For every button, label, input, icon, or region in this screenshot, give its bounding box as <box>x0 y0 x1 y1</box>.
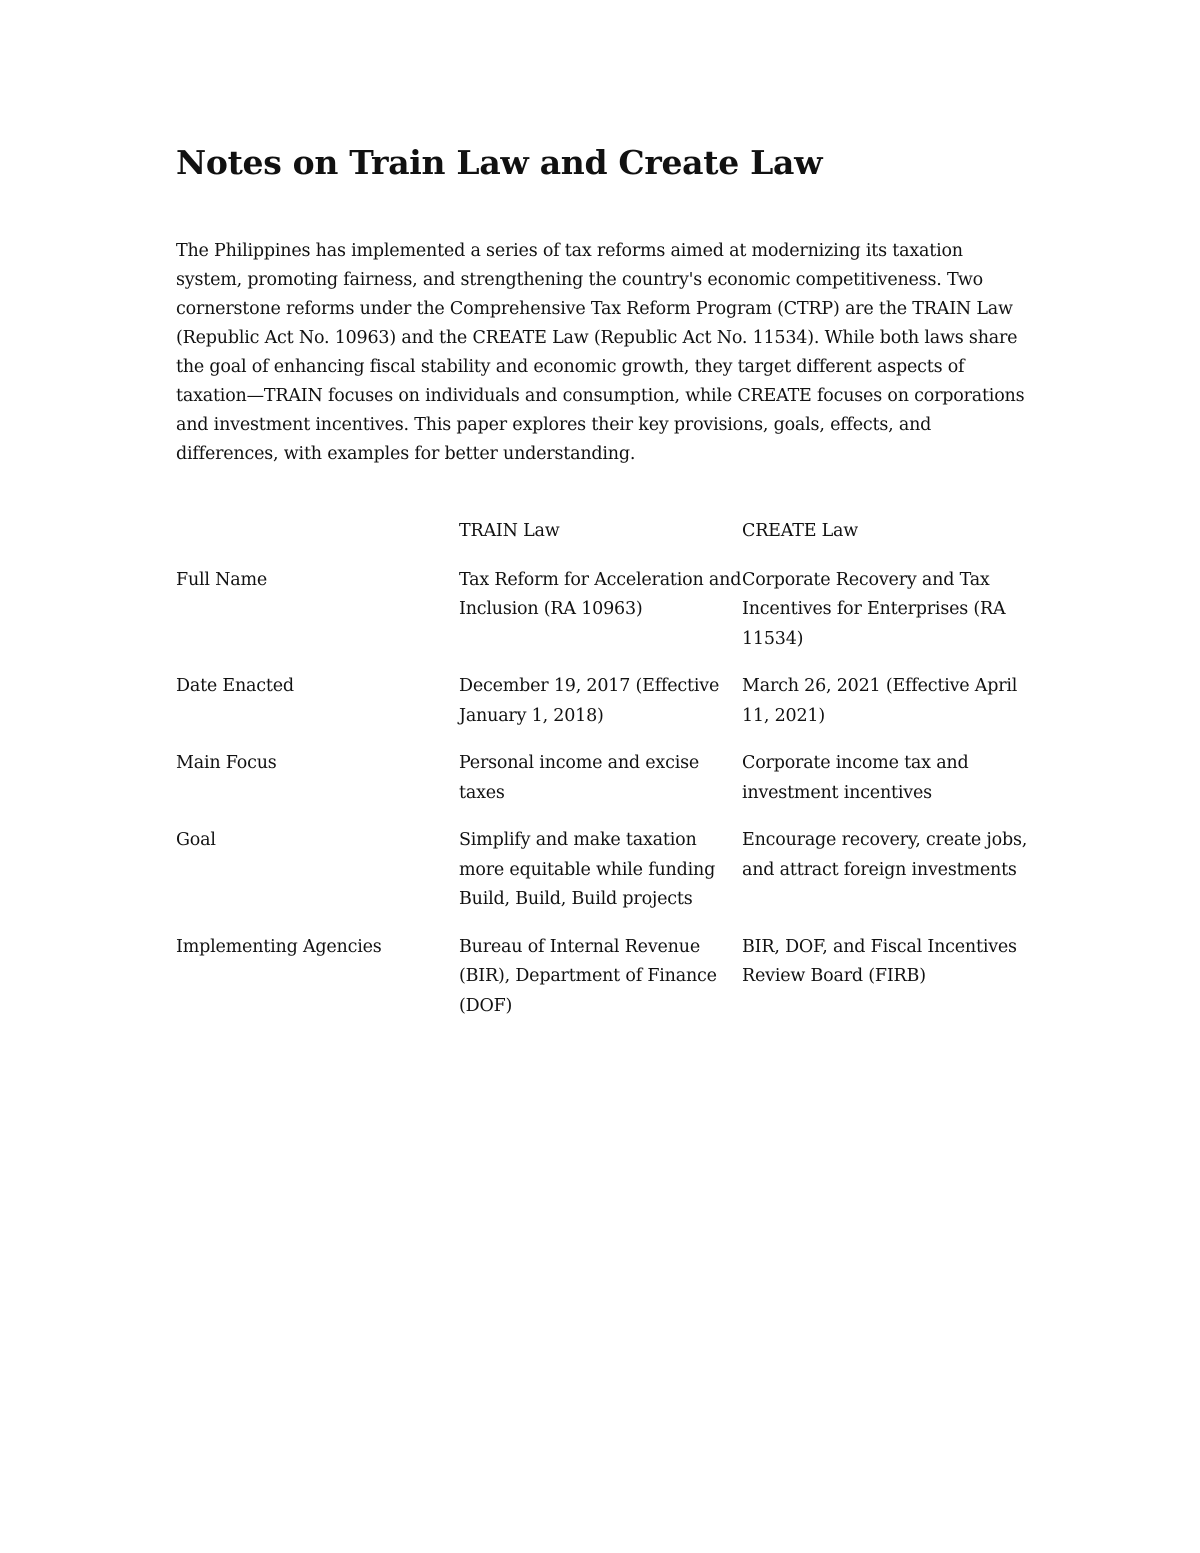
create-cell: March 26, 2021 (Effective April 11, 2021) <box>742 676 1018 726</box>
create-cell: Corporate Recovery and Tax Incentives for Enterprises (RA 11534) <box>742 569 1006 649</box>
table-header-row <box>176 517 1032 566</box>
row-label: Main Focus <box>176 753 277 773</box>
train-cell: December 19, 2017 (Effective January 1, 2018) <box>459 676 720 726</box>
row-label: Goal <box>176 830 216 850</box>
create-cell: Encourage recovery, create jobs, and attract foreign investments <box>742 830 1028 880</box>
row-label: Date Enacted <box>176 676 294 696</box>
table-row <box>176 749 1032 826</box>
intro-paragraph: The Philippines has implemented a series of tax reforms aimed at modernizing its taxation system, promoting fairness, and strengthening the country's economic competitiveness. Two cornerstone reforms under the Comprehensive Tax Reform Program (CTRP) are the TRAIN Law (Republic Act No. 10963) and the CREATE Law (Republic Act No. 11534). While both laws share the goal of enhancing fiscal stability and economic growth, they target different aspects of taxation—TRAIN focuses on individuals and consumption, while CREATE focuses on corporations and investment incentives. This paper explores their key provisions, goals, effects, and differences, with examples for better understanding. <box>176 241 1025 464</box>
header-cell-train: TRAIN Law <box>459 521 560 541</box>
page-title: Notes on Train Law and Create Law <box>176 143 823 182</box>
table-row <box>176 933 1032 1040</box>
row-label: Implementing Agencies <box>176 936 382 957</box>
train-cell: Bureau of Internal Revenue (BIR), Department of Finance (DOF) <box>459 936 717 1016</box>
header-cell-blank <box>176 517 459 566</box>
train-cell: Simplify and make taxation more equitable while funding Build, Build, Build projects <box>459 830 716 909</box>
train-cell: Personal income and excise taxes <box>459 753 700 803</box>
table-row <box>176 672 1032 749</box>
create-cell: BIR, DOF, and Fiscal Incentives Review Board (FIRB) <box>742 936 1017 986</box>
comparison-table <box>176 517 1032 1039</box>
table-row <box>176 566 1032 673</box>
create-cell: Corporate income tax and investment incentives <box>742 753 969 803</box>
row-label: Full Name <box>176 569 268 590</box>
header-cell-create: CREATE Law <box>742 521 859 541</box>
table-row <box>176 826 1032 933</box>
train-cell: Tax Reform for Acceleration and Inclusion (RA 10963) <box>459 569 742 619</box>
